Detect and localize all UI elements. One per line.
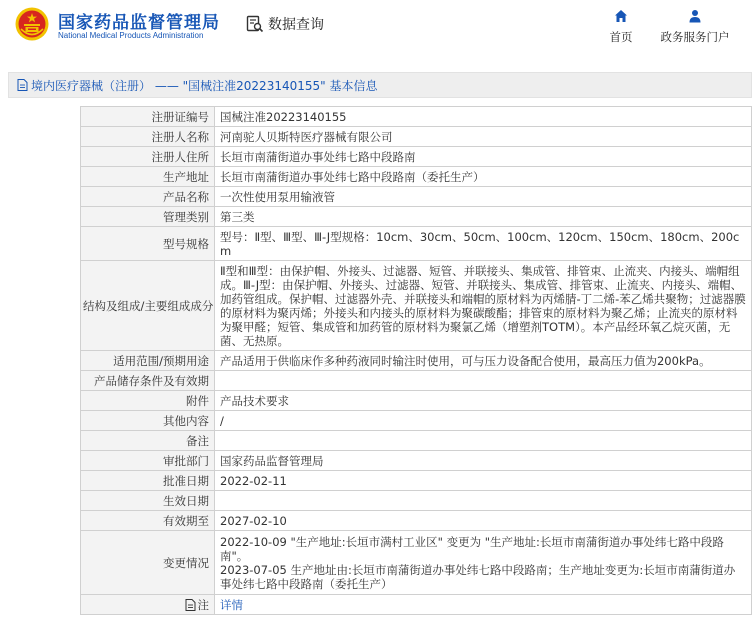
row-value: 国械注准20223140155 (215, 107, 752, 127)
row-value: 2022-10-09 "生产地址:长垣市满村工业区" 变更为 "生产地址:长垣市南蒲街道办事处纬七路中段路南"。 2023-07-05 生产地址由:长垣市南蒲街道办事处纬七路中段路南；生产地址变更为:长垣市南蒲街道办事处纬七路中段路南（委托生产） (215, 531, 752, 595)
row-label: 注册人住所 (81, 147, 215, 167)
table-row (81, 595, 752, 615)
site-title: 国家药品监督管理局 (58, 13, 220, 33)
nav-portal-label: 政务服务门户 (660, 30, 730, 44)
table-row (81, 391, 752, 411)
note-value-cell (215, 595, 752, 615)
table-row (81, 187, 752, 207)
table-row (81, 431, 752, 451)
table-row (81, 471, 752, 491)
row-value: 2022-02-11 (215, 471, 752, 491)
row-label: 有效期至 (81, 511, 215, 531)
table-row (81, 227, 752, 261)
row-value: 产品适用于供临床作多种药液同时输注时使用，可与压力设备配合使用，最高压力值为200kPa。 (215, 351, 752, 371)
row-label: 生产地址 (81, 167, 215, 187)
row-label: 附件 (81, 391, 215, 411)
nav-home[interactable] (606, 9, 636, 45)
details-link[interactable]: 详情 (220, 597, 243, 612)
table-row (81, 531, 752, 595)
row-value: / (215, 411, 752, 431)
note-label: 注 (197, 597, 209, 612)
row-value: 一次性使用泵用输液管 (215, 187, 752, 207)
row-label: 注册人名称 (81, 127, 215, 147)
nav-home-label: 首页 (609, 30, 633, 44)
site-subtitle: National Medical Products Administration (58, 31, 204, 40)
data-query-label: 数据查询 (268, 17, 324, 33)
row-label: 其他内容 (81, 411, 215, 431)
row-label: 适用范围/预期用途 (81, 351, 215, 371)
table-row (81, 261, 752, 351)
row-label: 结构及组成/主要组成成分 (81, 261, 215, 351)
row-label: 产品储存条件及有效期 (81, 371, 215, 391)
row-label: 备注 (81, 431, 215, 451)
note-label-cell (81, 595, 215, 615)
row-label: 管理类别 (81, 207, 215, 227)
table-row (81, 207, 752, 227)
document-icon (185, 599, 196, 611)
row-label: 变更情况 (81, 531, 215, 595)
table-row (81, 167, 752, 187)
record-title: 境内医疗器械（注册） —— "国械注准20223140155" 基本信息 (31, 78, 378, 93)
device-info-table (80, 106, 752, 615)
row-label: 产品名称 (81, 187, 215, 207)
row-value: 国家药品监督管理局 (215, 451, 752, 471)
table-row (81, 351, 752, 371)
nav-portal[interactable] (656, 9, 734, 45)
table-row (81, 451, 752, 471)
row-value: 第三类 (215, 207, 752, 227)
search-document-icon (246, 15, 264, 33)
row-value: 2027-02-10 (215, 511, 752, 531)
national-emblem-icon (15, 7, 49, 41)
row-value (215, 371, 752, 391)
row-value: 型号：Ⅱ型、Ⅲ型、Ⅲ-J型规格：10cm、30cm、50cm、100cm、120cm、150cm、180cm、200cm (215, 227, 752, 261)
table-row (81, 127, 752, 147)
row-value (215, 431, 752, 451)
row-label: 生效日期 (81, 491, 215, 511)
table-row (81, 491, 752, 511)
data-query-link[interactable] (246, 14, 324, 34)
table-row (81, 511, 752, 531)
row-value (215, 491, 752, 511)
site-header (0, 0, 752, 62)
document-icon (17, 79, 28, 91)
row-label: 型号规格 (81, 227, 215, 261)
row-value: Ⅱ型和Ⅲ型：由保护帽、外接头、过滤器、短管、并联接头、集成管、排管束、止流夹、内接头、端帽组成。Ⅲ-J型：由保护帽、外接头、过滤器、短管、并联接头、集成管、排管束、止流夹、内接头、端帽、加药管组成。保护帽、过滤器外壳、并联接头和端帽的原材料为丙烯腈-丁二烯-苯乙烯共聚物；过滤器膜的原材料为聚丙烯；外接头和内接头的原材料为聚碳酸酯；排管束的原材料为聚乙烯；止流夹的原材料为聚甲醛；短管、集成管和加药管的原材料为聚氯乙烯（增塑剂TOTM）。本产品经环氧乙烷灭菌，无菌、无热原。 (215, 261, 752, 351)
person-icon (688, 9, 702, 23)
table-row (81, 411, 752, 431)
table-row (81, 147, 752, 167)
row-label: 注册证编号 (81, 107, 215, 127)
row-label: 批准日期 (81, 471, 215, 491)
row-value: 产品技术要求 (215, 391, 752, 411)
record-title-bar (8, 72, 752, 98)
table-row (81, 107, 752, 127)
row-label: 审批部门 (81, 451, 215, 471)
table-row (81, 371, 752, 391)
row-value: 河南驼人贝斯特医疗器械有限公司 (215, 127, 752, 147)
home-icon (614, 9, 628, 23)
row-value: 长垣市南蒲街道办事处纬七路中段路南 (215, 147, 752, 167)
row-value: 长垣市南蒲街道办事处纬七路中段路南（委托生产） (215, 167, 752, 187)
